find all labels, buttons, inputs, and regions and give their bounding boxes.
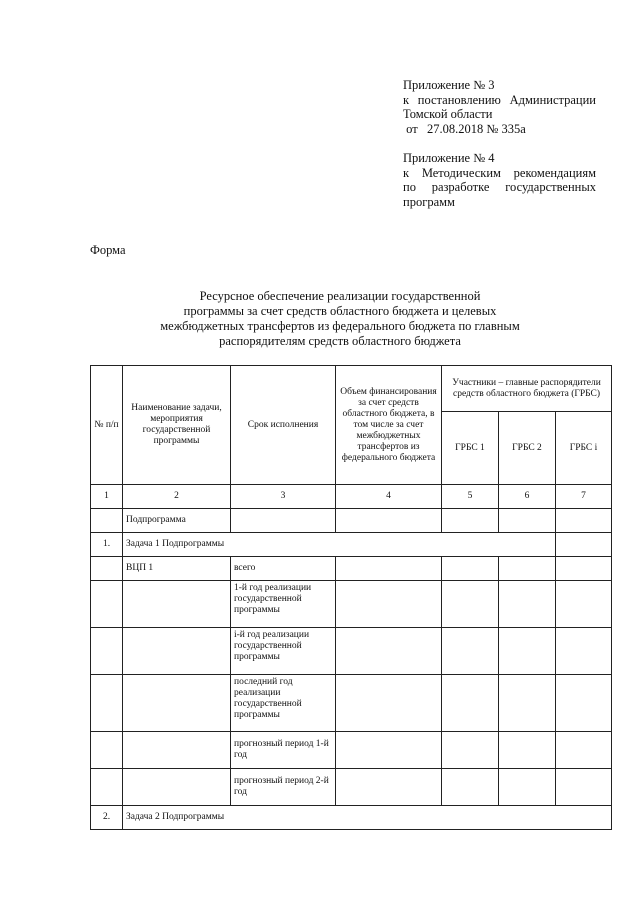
appendix-3-title: Приложение № 3 — [403, 78, 495, 92]
task-2-number: 2. — [91, 806, 123, 830]
col-number: 3 — [231, 485, 336, 509]
table-row — [91, 509, 612, 533]
table-row — [91, 557, 612, 581]
appendix-4-block — [403, 151, 596, 209]
appendix-3-date: от 27.08.2018 № 335а — [403, 121, 526, 136]
table-row — [91, 675, 612, 732]
document-title — [120, 289, 560, 349]
title-line: межбюджетных трансфертов из федерального бюджета по главным — [160, 319, 520, 333]
col-number: 7 — [556, 485, 612, 509]
header-participants: Участники – главные распорядители средств областного бюджета (ГРБС) — [442, 366, 612, 412]
subprogram-label: Подпрограмма — [123, 509, 231, 533]
header-name: Наименование задачи, мероприятия государственной программы — [123, 366, 231, 485]
header-grbs-1: ГРБС 1 — [442, 412, 499, 485]
col-number: 6 — [499, 485, 556, 509]
title-line: Ресурсное обеспечение реализации государственной — [199, 289, 481, 303]
resource-table — [90, 365, 612, 830]
header-term: Срок исполнения — [231, 366, 336, 485]
appendix-4-title: Приложение № 4 — [403, 151, 495, 165]
period-cell: последний год реализации государственной программы — [231, 675, 336, 732]
col-number: 4 — [336, 485, 442, 509]
period-cell: всего — [231, 557, 336, 581]
appendix-4-line4: программ — [403, 194, 455, 209]
period-cell: прогнозный период 2-й год — [231, 769, 336, 806]
table-row — [91, 806, 612, 830]
table-row — [91, 769, 612, 806]
form-label: Форма — [90, 243, 126, 257]
period-cell: 1-й год реализации государственной программы — [231, 581, 336, 628]
title-line: распорядителям средств областного бюджета — [219, 334, 461, 348]
header-grbs-2: ГРБС 2 — [499, 412, 556, 485]
appendix-4-line2: к Методическим рекомендациям — [403, 165, 596, 180]
appendix-4-line3: по разработке государственных — [403, 180, 596, 194]
task-2-label: Задача 2 Подпрограммы — [123, 806, 612, 830]
period-cell: прогнозный период 1-й год — [231, 732, 336, 769]
col-number: 2 — [123, 485, 231, 509]
title-line: программы за счет средств областного бюджета и целевых — [183, 304, 497, 318]
appendix-3-decree: к постановлению Администрации — [403, 92, 596, 107]
table-row — [91, 581, 612, 628]
task-1-number: 1. — [91, 533, 123, 557]
header-grbs-i: ГРБС i — [556, 412, 612, 485]
col-number: 1 — [91, 485, 123, 509]
appendix-3-region: Томской области — [403, 107, 493, 121]
col-number: 5 — [442, 485, 499, 509]
header-volume: Объем финансирования за счет средств областного бюджета, в том числе за счет межбюджетных трансфертов из федерального бюджета — [336, 366, 442, 485]
vcp-label: ВЦП 1 — [123, 557, 231, 581]
header-num: № п/п — [91, 366, 123, 485]
table-row — [91, 628, 612, 675]
table-row — [91, 533, 612, 557]
task-1-label: Задача 1 Подпрограммы — [123, 533, 556, 557]
period-cell: i-й год реализации государственной программы — [231, 628, 336, 675]
table-row — [91, 732, 612, 769]
column-numbers-row — [91, 485, 612, 509]
appendix-3-block — [403, 78, 596, 136]
